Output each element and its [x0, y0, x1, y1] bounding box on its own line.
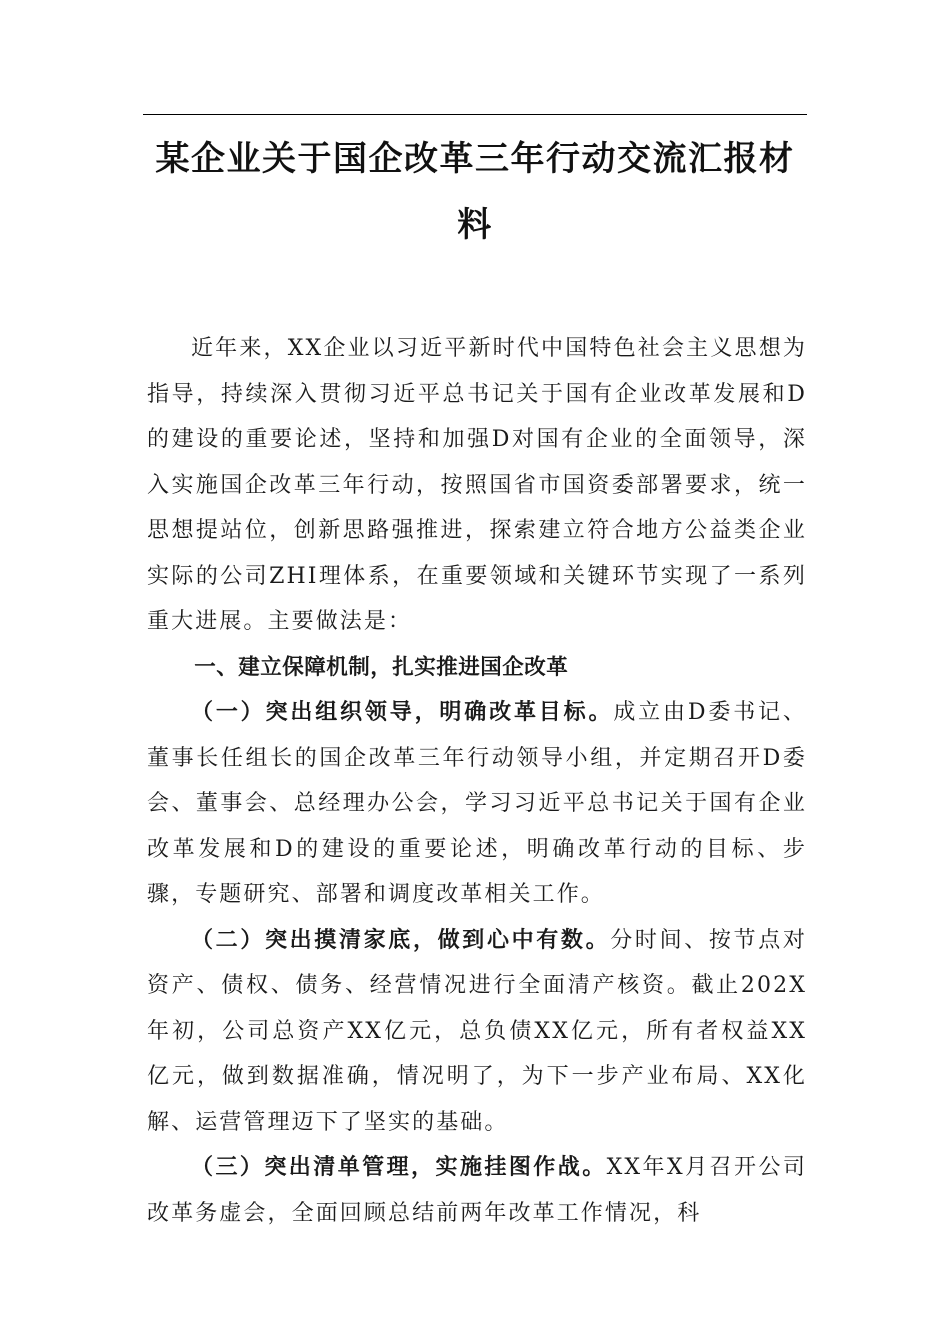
paragraph-item-2 [147, 918, 807, 1146]
paragraph-intro [147, 326, 807, 645]
paragraph-text: XX年X月召开公司改革务虚会，全面回顾总结前两年改革工作情况，科 [147, 1155, 807, 1226]
subheading-lead: （三）突出清单管理，实施挂图作战。 [191, 1154, 607, 1180]
document-title: 某企业关于国企改革三年行动交流汇报材料 [155, 139, 795, 245]
paragraph-text: 近年来，XX企业以习近平新时代中国特色社会主义思想为指导，持续深入贯彻习近平总书记关于国有企业改革发展和D的建设的重要论述，坚持和加强D对国有企业的全面领导，深入实施国企改革三年行动，按照国省市国资委部署要求，统一思想提站位，创新思路强推进，探索建立符合地方公益类企业实际的公司ZHI理体系，在重要领域和关键环节实现了一系列重大进展。主要做法是： [147, 336, 807, 634]
subheading-lead: （一）突出组织领导，明确改革目标。 [191, 699, 614, 725]
paragraph-text: 分时间、按节点对资产、债权、债务、经营情况进行全面清产核资。截止202X年初，公司总资产XX亿元，总负债XX亿元，所有者权益XX亿元，做到数据准确，情况明了，为下一步产业布局、XX化解、运营管理迈下了坚实的基础。 [147, 927, 807, 1135]
paragraph-text: 成立由D委书记、董事长任组长的国企改革三年行动领导小组，并定期召开D委会、董事会、总经理办公会，学习习近平总书记关于国有企业改革发展和D的建设的重要论述，明确改革行动的目标、步骤，专题研究、部署和调度改革相关工作。 [147, 700, 807, 907]
header-rule [143, 114, 807, 115]
paragraph-item-1 [147, 690, 807, 918]
paragraph-item-3 [147, 1145, 807, 1236]
document-body [147, 326, 807, 1236]
subheading-lead: （二）突出摸清家底，做到心中有数。 [191, 926, 611, 953]
section-heading-1: 一、建立保障机制，扎实推进国企改革 [194, 654, 569, 680]
